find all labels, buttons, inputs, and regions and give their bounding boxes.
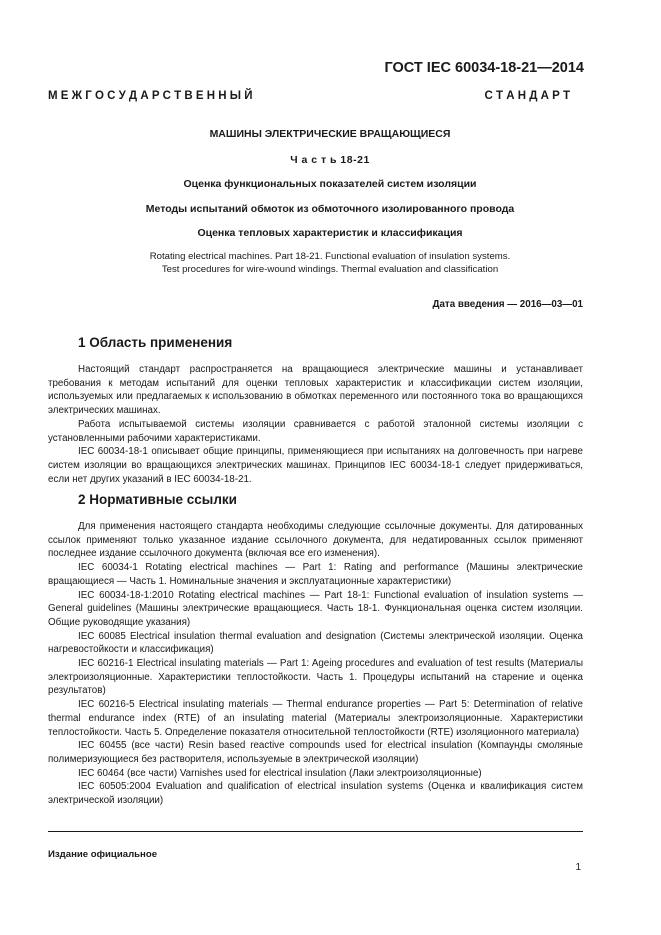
paragraph: Настоящий стандарт распространяется на вращающиеся электрические машины и устанавливает требования к методам испытаний для оценки тепловых характеристик и классификации систем изоляции, используемых или предлагаемых к использованию в обмотках переменного или постоянного тока во вращающихся электрических машинах. (48, 364, 583, 417)
english-title-line-2: Test procedures for wire-wound windings. Thermal evaluation and classification (161, 264, 499, 275)
interstate-word: М Е Ж Г О С У Д А Р С Т В Е Н Н Ы Й (48, 90, 253, 102)
reference-item: IEC 60464 (все части) Varnishes used for electrical insulation (Лаки электроизоляционные) (78, 767, 482, 779)
section-2-body (48, 520, 583, 808)
reference-item: IEC 60216-1 Electrical insulating materials — Part 1: Ageing procedures and evaluation of test results (Материалы электроизоляционные. Характеристики теплостойкости. Часть 1. Процедуры испытаний на старение и оценка результатов) (48, 658, 583, 697)
reference-item: IEC 60034-1 Rotating electrical machines — Part 1: Rating and performance (Машины электрические вращающиеся — Часть 1. Номинальные значения и эксплуатационные характеристики) (48, 562, 583, 587)
standard-number: ГОСТ IEC 60034-18-21—2014 (384, 60, 584, 76)
introduction-date: Дата введения — 2016—03—01 (432, 299, 583, 310)
section-1-heading: 1 Область применения (78, 335, 233, 350)
page-number: 1 (575, 862, 581, 873)
footer-divider (48, 831, 583, 832)
document-subtitle-3: Оценка тепловых характеристик и классификация (197, 227, 463, 239)
english-title-line-1: Rotating electrical machines. Part 18-21. Functional evaluation of insulation systems. (149, 251, 511, 262)
section-1-body (48, 363, 583, 486)
document-subtitle-2: Методы испытаний обмоток из обмоточного изолированного провода (145, 203, 515, 215)
paragraph: Работа испытываемой системы изоляции сравнивается с работой эталонной системы изоляции с установленными рабочими характеристиками. (48, 418, 583, 444)
section-2-heading: 2 Нормативные ссылки (78, 492, 237, 507)
reference-item: IEC 60085 Electrical insulation thermal evaluation and designation (Системы электрической изоляции. Оценка нагревостойкости и классификация) (48, 630, 583, 656)
reference-item: IEC 60216-5 Electrical insulating materials — Thermal endurance properties — Part 5: Determination of relative thermal endurance index (RTE) of an insulating material (Материалы электроизоляционные. Характеристики теплостойкости. Часть 5. Определение показателя относительной теплостойкости (RTE) изоляционного материала) (48, 699, 583, 738)
reference-item: IEC 60505:2004 Evaluation and qualification of electrical insulation systems (Оценка и квалификация систем электрической изоляции) (48, 781, 583, 807)
document-title: МАШИНЫ ЭЛЕКТРИЧЕСКИЕ ВРАЩАЮЩИЕСЯ (209, 128, 451, 140)
paragraph: Для применения настоящего стандарта необходимы следующие ссылочные документы. Для датированных ссылок применяют только указанное издание ссылочного документа, для недатированных ссылок применяют последнее издание ссылочного документа (включая все его изменения). (48, 521, 583, 560)
reference-item: IEC 60034-18-1:2010 Rotating electrical machines — Part 18-1: Functional evaluation of insulation systems — General guidelines (Машины электрические вращающиеся. Часть 18-1. Функциональная оценка систем изоляции. Общие руководящие указания) (48, 589, 583, 628)
paragraph: IEC 60034-18-1 описывает общие принципы, применяющиеся при испытаниях на долговечность при нагреве систем изоляции во вращающихся электрических машинах. Принципов IEC 60034-18-1 следует придерживаться, если нет других указаний в IEC 60034-18-21. (48, 446, 583, 485)
english-title (60, 250, 600, 276)
reference-item: IEC 60455 (все части) Resin based reactive compounds used for electrical insulation (Компаунды смоляные полимеризующиеся без растворителя, используемые в электрической изоляции) (48, 740, 583, 765)
document-subtitle-1: Оценка функциональных показателей систем изоляции (183, 178, 477, 190)
edition-label: Издание официальное (48, 849, 158, 860)
interstate-standard-banner (48, 90, 570, 102)
standard-word: С Т А Н Д А Р Т (484, 90, 570, 102)
document-part: Ч а с т ь 18-21 (290, 154, 370, 166)
